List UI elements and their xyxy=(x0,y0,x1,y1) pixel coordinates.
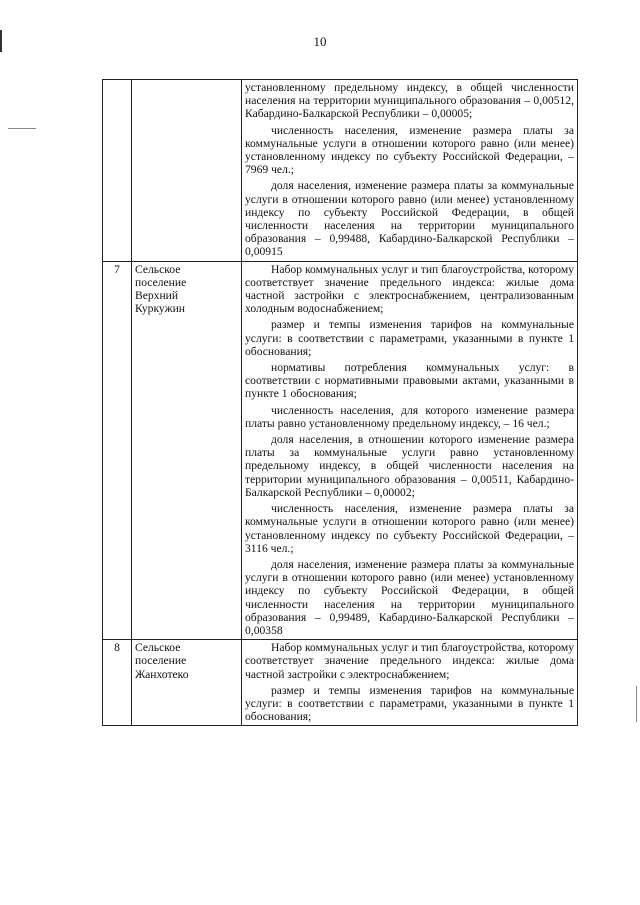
table-row-7 xyxy=(103,261,578,639)
paragraph: численность населения, изменение размера платы за коммунальные услуги в отношении которого равно (или менее) установленному индексу по субъекту Российской Федерации, – 3116 чел.; xyxy=(245,502,574,555)
table-row-continuation xyxy=(103,80,578,262)
settlement-name-line: поселение xyxy=(135,654,187,668)
page-number: 10 xyxy=(313,34,327,49)
settlement-name-cell xyxy=(132,261,242,639)
paragraph: нормативы потребления коммунальных услуг: в соответствии с нормативными правовыми актами, указанными в пункте 1 обоснования; xyxy=(245,361,574,401)
paragraph: численность населения, изменение размера платы за коммунальные услуги в отношении которого равно (или менее) установленному индексу по субъекту Российской Федерации, – 7969 чел.; xyxy=(245,123,574,177)
settlement-name-line: Жанхотеко xyxy=(135,667,189,681)
row-number-cell: 8 xyxy=(103,640,132,726)
paragraph: размер и темпы изменения тарифов на коммунальные услуги: в соответствии с параметрами, указанными в пункте 1 обоснования; xyxy=(245,683,574,724)
paragraph: доля населения, изменение размера платы за коммунальные услуги в отношении которого равно (или менее) установленному индексу по субъекту Российской Федерации, в общей численности населения на территории муниципального образования – 0,99489, Кабардино-Балкарской Республики – 0,00358 xyxy=(245,557,574,637)
description-cell xyxy=(242,261,578,639)
scan-edge-mark xyxy=(636,686,637,722)
description-cell xyxy=(242,640,578,726)
row-number-cell xyxy=(103,80,132,262)
scan-edge-mark xyxy=(8,128,36,129)
paragraph: Набор коммунальных услуг и тип благоустройства, которому соответствует значение предельного индекса: жилые дома частной застройки с электроснабжением; xyxy=(245,641,574,681)
scan-edge-mark xyxy=(0,30,2,52)
settlement-name-cell xyxy=(132,640,242,726)
indicators-table xyxy=(102,79,578,726)
paragraph: размер и темпы изменения тарифов на коммунальные услуги: в соответствии с параметрами, указанными в пункте 1 обоснования; xyxy=(245,318,574,358)
settlement-name-line: Сельское xyxy=(135,262,181,276)
row-number-cell: 7 xyxy=(103,261,132,639)
settlement-name-line: Верхний xyxy=(135,289,179,303)
settlement-name-line: поселение xyxy=(135,275,187,289)
settlement-name-line: Сельское xyxy=(135,641,181,655)
paragraph: численность населения, для которого изменение размера платы равно установленному предельному индексу, – 16 чел.; xyxy=(245,403,574,430)
paragraph: доля населения, изменение размера платы за коммунальные услуги в отношении которого равно (или менее) установленному индексу по субъекту Российской Федерации, в общей численности населения на территории муниципального образования – 0,99488, Кабардино-Балкарской Республики – 0,00915 xyxy=(245,179,574,259)
paragraph: доля населения, в отношении которого изменение размера платы за коммунальные услуги равно установленному предельному индексу, в общей численности населения на территории муниципального образования – 0,00511, Кабардино-Балкарской Республики – 0,00002; xyxy=(245,433,574,499)
table-row-8 xyxy=(103,640,578,726)
paragraph: установленному предельному индексу, в общей численности населения на территории муниципального образования – 0,00512, Кабардино-Балкарской Республики – 0,00005; xyxy=(245,81,574,121)
paragraph: Набор коммунальных услуг и тип благоустройства, которому соответствует значение предельного индекса: жилые дома частной застройки с электроснабжением, централизованным холодным водоснабжением; xyxy=(245,262,574,316)
description-cell xyxy=(242,80,578,262)
settlement-name-cell xyxy=(132,80,242,262)
settlement-name-line: Куркужин xyxy=(135,302,185,316)
